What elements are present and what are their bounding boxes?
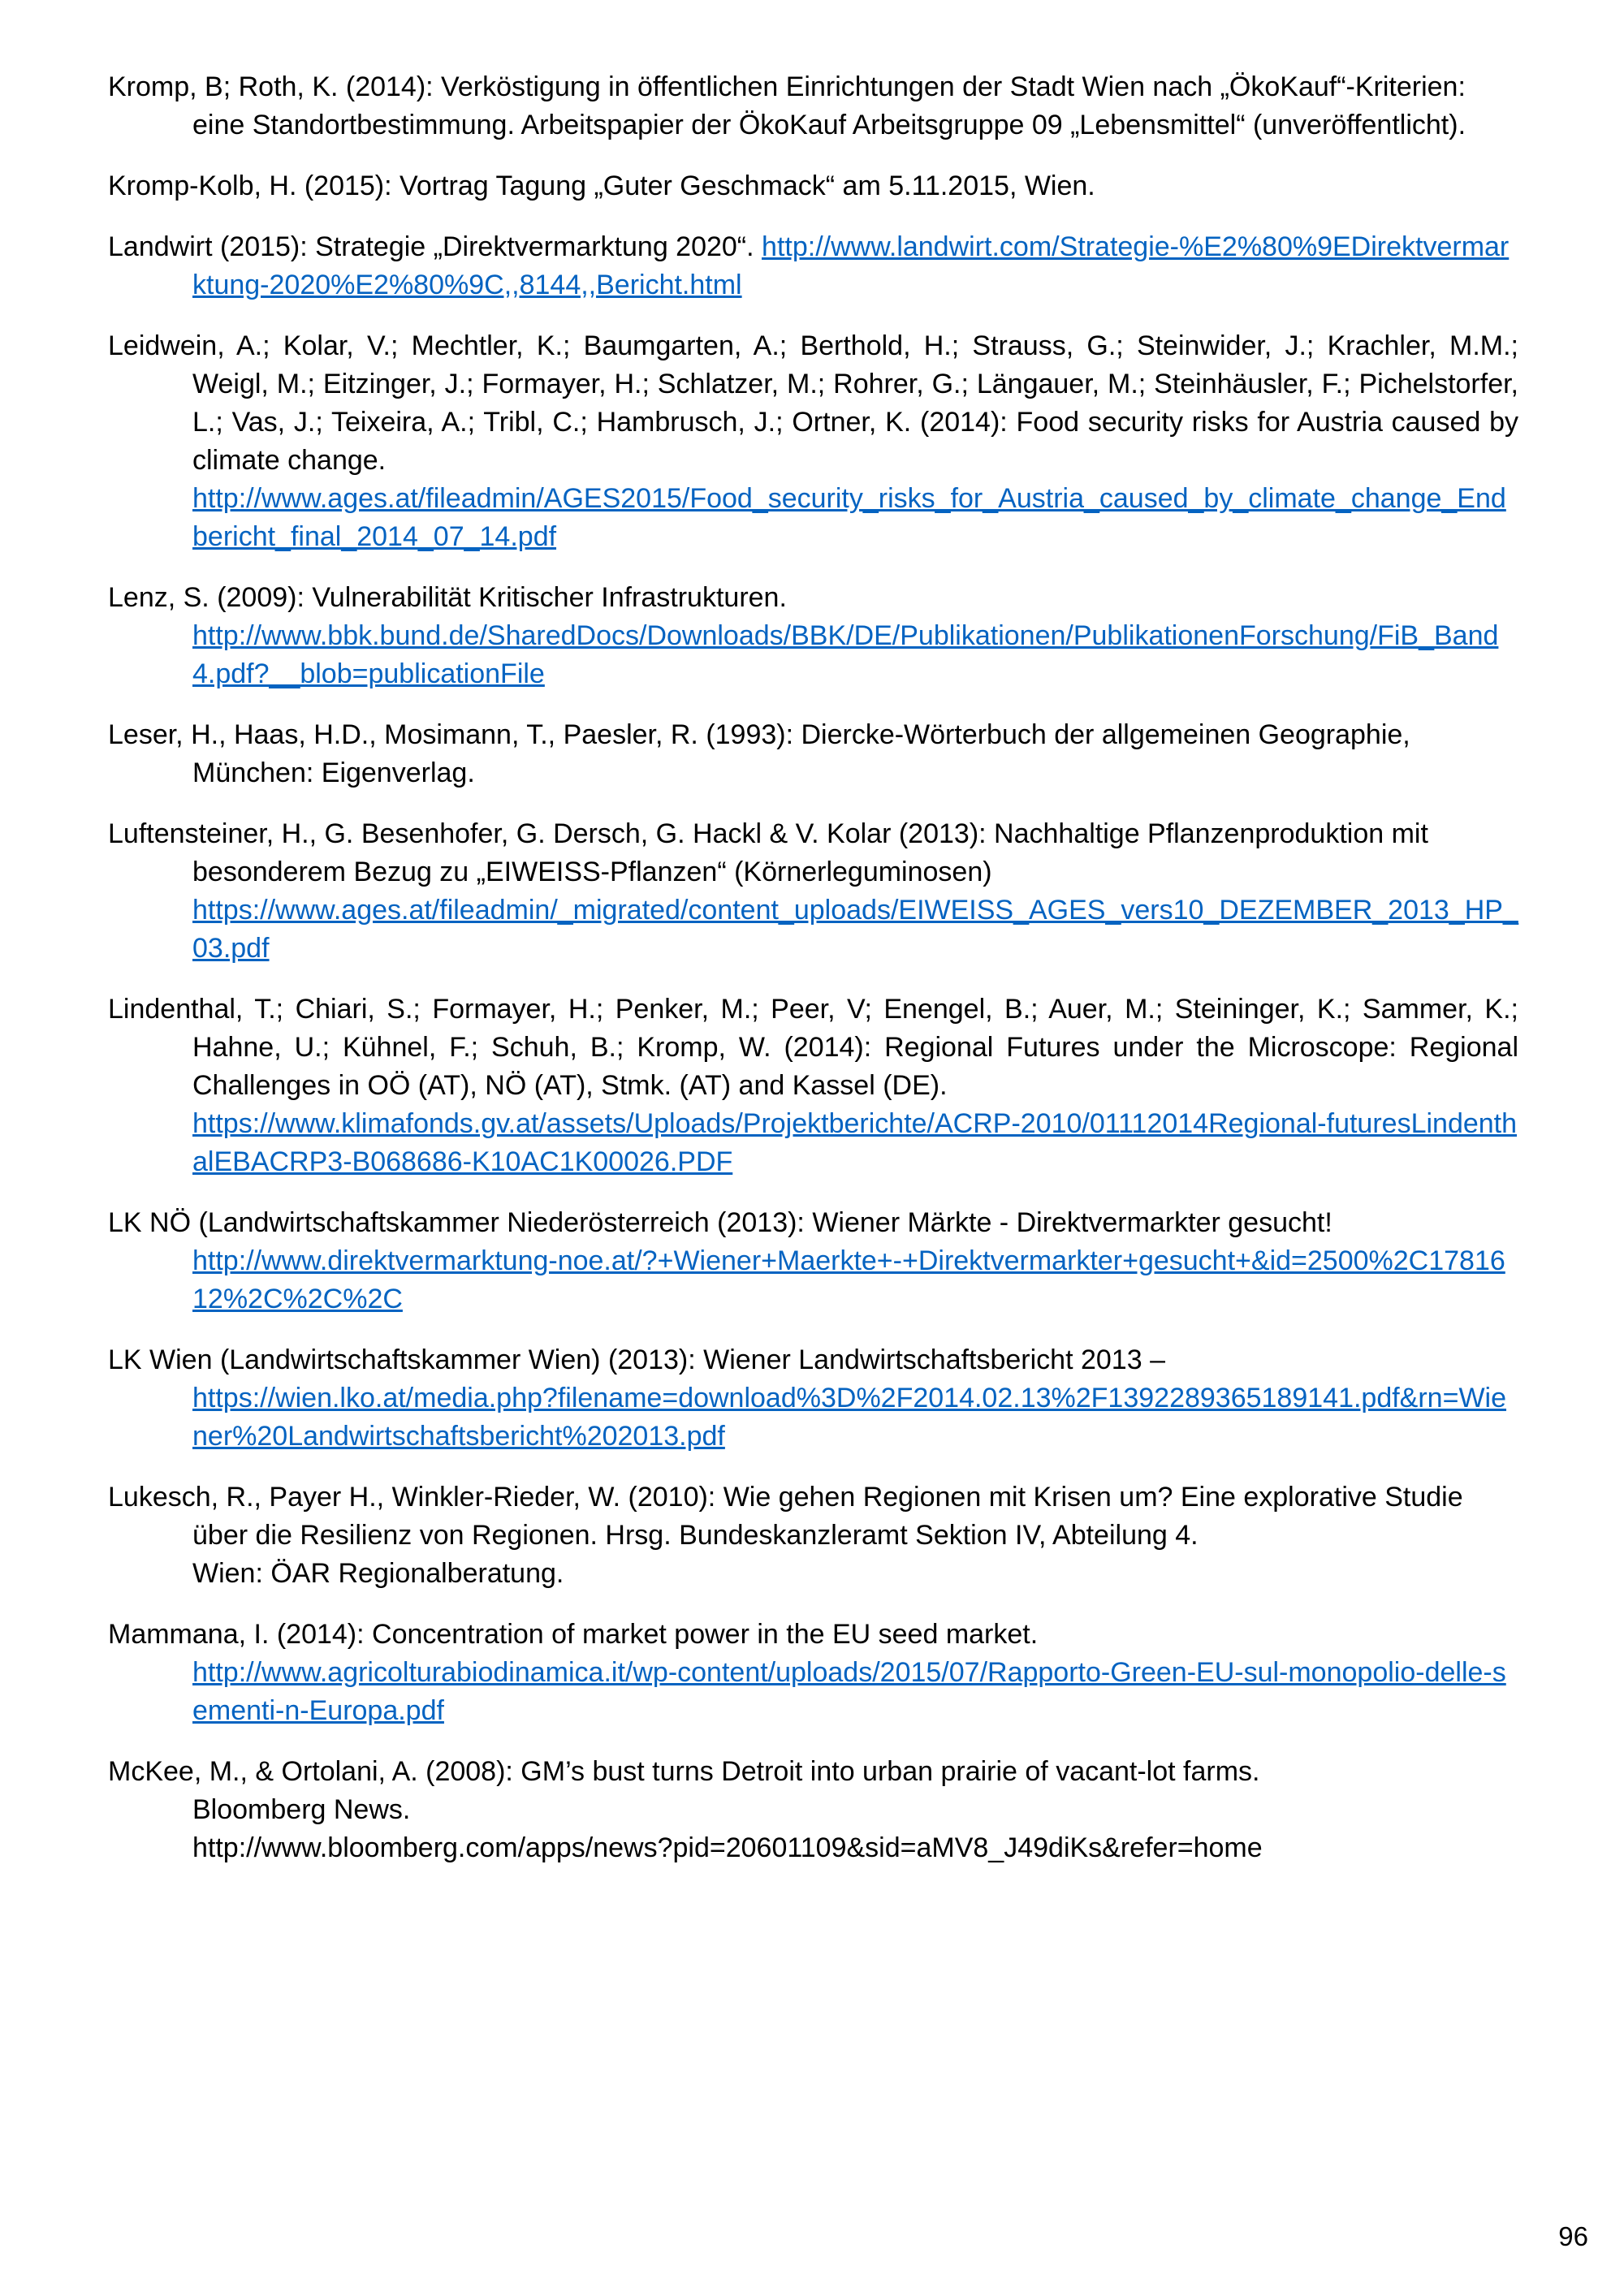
reference-text: LK NÖ (Landwirtschaftskammer Niederösterreich (2013): Wiener Märkte - Direktvermarkter gesucht!	[108, 1207, 1332, 1238]
reference-text: Wien: ÖAR Regionalberatung.	[192, 1558, 564, 1589]
reference-text: Lenz, S. (2009): Vulnerabilität Kritischer Infrastrukturen.	[108, 582, 787, 613]
reference-text: McKee, M., & Ortolani, A. (2008): GM’s bust turns Detroit into urban prairie of vacant-lot farms.	[108, 1756, 1260, 1787]
reference-link[interactable]: http://www.agricolturabiodinamica.it/wp-content/uploads/2015/07/Rapporto-Green-EU-sul-monopolio-delle-sementi-n-Europa.pdf	[192, 1657, 1506, 1726]
reference-entry	[108, 228, 1518, 304]
reference-entry	[108, 1616, 1518, 1730]
reference-text: Mammana, I. (2014): Concentration of market power in the EU seed market.	[108, 1619, 1039, 1650]
reference-link[interactable]: http://www.ages.at/fileadmin/AGES2015/Food_security_risks_for_Austria_caused_by_climate_change_Endbericht_final_2014_07_14.pdf	[192, 483, 1506, 552]
reference-entry	[108, 1753, 1518, 1867]
reference-link[interactable]: https://www.klimafonds.gv.at/assets/Uploads/Projektberichte/ACRP-2010/01112014Regional-futuresLindenthalEBACRP3-B068686-K10AC1K00026.PDF	[192, 1108, 1518, 1177]
reference-link[interactable]: https://www.ages.at/fileadmin/_migrated/content_uploads/EIWEISS_AGES_vers10_DEZEMBER_2013_HP_03.pdf	[192, 895, 1518, 964]
reference-text: Landwirt (2015): Strategie „Direktvermarktung 2020“.	[108, 231, 762, 262]
reference-text: Leidwein, A.; Kolar, V.; Mechtler, K.; Baumgarten, A.; Berthold, H.; Strauss, G.; Steinwider, J.; Krachler, M.M.; Weigl, M.; Eitzinger, J.; Formayer, H.; Schlatzer, M.; Rohrer, G.; Längauer, M.; Steinhäusler, F.; Pichelstorfer, L.; Vas, J.; Teixeira, A.; Tribl, C.; Hambrusch, J.; Ortner, K. (2014): Food security risks for Austria caused by climate change.	[108, 330, 1518, 476]
reference-link[interactable]: http://www.direktvermarktung-noe.at/?+Wiener+Maerkte+-+Direktvermarkter+gesucht+&id=2500%2C1781612%2C%2C%2C	[192, 1245, 1505, 1314]
reference-text: Luftensteiner, H., G. Besenhofer, G. Dersch, G. Hackl & V. Kolar (2013): Nachhaltige Pflanzenproduktion mit besonderem Bezug zu „EIWEISS-Pflanzen“ (Körnerleguminosen)	[108, 818, 1428, 887]
reference-entry	[108, 815, 1518, 968]
reference-link[interactable]: https://wien.lko.at/media.php?filename=download%3D%2F2014.02.13%2F1392289365189141.pdf&rn=Wiener%20Landwirtschaftsbericht%202013.pdf	[192, 1383, 1507, 1452]
reference-entry	[108, 716, 1518, 792]
reference-text: Kromp-Kolb, H. (2015): Vortrag Tagung „Guter Geschmack“ am 5.11.2015, Wien.	[108, 170, 1095, 201]
reference-text: Lukesch, R., Payer H., Winkler-Rieder, W. (2010): Wie gehen Regionen mit Krisen um? Eine explorative Studie über die Resilienz von Regionen. Hrsg. Bundeskanzleramt Sektion IV, Abteilung 4.	[108, 1482, 1463, 1551]
reference-text: LK Wien (Landwirtschaftskammer Wien) (2013): Wiener Landwirtschaftsbericht 2013 –	[108, 1344, 1165, 1375]
reference-entry	[108, 167, 1518, 205]
reference-entry	[108, 68, 1518, 145]
reference-entry	[108, 1478, 1518, 1593]
references-list	[108, 68, 1518, 1890]
reference-entry	[108, 1341, 1518, 1456]
reference-entry	[108, 990, 1518, 1181]
reference-link[interactable]: http://www.bbk.bund.de/SharedDocs/Downloads/BBK/DE/Publikationen/PublikationenForschung/FiB_Band4.pdf?__blob=publicationFile	[192, 620, 1499, 689]
reference-text: Bloomberg News.	[192, 1794, 411, 1825]
reference-entry	[108, 579, 1518, 693]
reference-entry	[108, 1204, 1518, 1318]
reference-text: Lindenthal, T.; Chiari, S.; Formayer, H.; Penker, M.; Peer, V; Enengel, B.; Auer, M.; Steininger, K.; Sammer, K.; Hahne, U.; Kühnel, F.; Schuh, B.; Kromp, W. (2014): Regional Futures under the Microscope: Regional Challenges in OÖ (AT), NÖ (AT), Stmk. (AT) and Kassel (DE).	[108, 994, 1518, 1101]
reference-text: Kromp, B; Roth, K. (2014): Verköstigung in öffentlichen Einrichtungen der Stadt Wien nach „ÖkoKauf“-Kriterien: eine Standortbestimmung. Arbeitspapier der ÖkoKauf Arbeitsgruppe 09 „Lebensmittel“ (unveröffentlicht).	[108, 71, 1466, 140]
page-number: 96	[1558, 2221, 1588, 2251]
reference-text: Leser, H., Haas, H.D., Mosimann, T., Paesler, R. (1993): Diercke-Wörterbuch der allgemeinen Geographie, München: Eigenverlag.	[108, 719, 1410, 788]
reference-text: http://www.bloomberg.com/apps/news?pid=20601109&sid=aMV8_J49diKs&refer=home	[192, 1832, 1263, 1863]
reference-link[interactable]: http://www.landwirt.com/Strategie-%E2%80%9EDirektvermarktung-2020%E2%80%9C,,8144,,Bericht.html	[192, 231, 1510, 300]
reference-entry	[108, 327, 1518, 556]
